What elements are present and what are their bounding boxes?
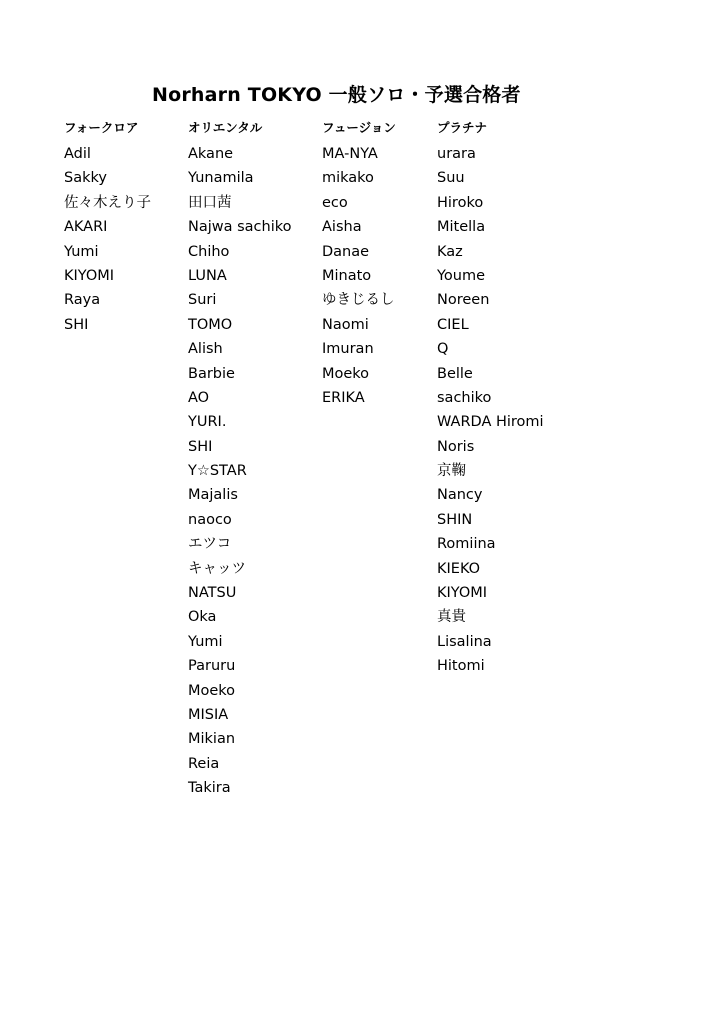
name-list [188,142,292,801]
contestant-name: Suu [437,170,465,187]
contestant-name: MISIA [188,706,229,723]
contestant-name: AO [188,389,210,406]
column-platinum [437,118,544,679]
contestant-name: Romiina [437,536,496,553]
contestant-name: SHI [188,438,213,455]
contestant-name: Paruru [188,658,236,675]
column-header: オリエンタル [188,120,263,135]
contestant-name: エツコ [188,536,232,553]
contestant-name: Lisalina [437,633,492,650]
column-header: フォークロア [64,120,139,135]
contestant-name: Barbie [188,365,235,382]
contestant-name: Imuran [322,341,374,358]
column-folklore [64,118,151,337]
contestant-name: KIYOMI [437,585,488,602]
name-list [322,142,396,410]
contestant-name: Moeko [188,682,236,699]
contestant-name: Yumi [188,633,223,650]
contestant-name: Noris [437,438,475,455]
contestant-name: Chiho [188,243,230,260]
contestant-name: Yunamila [188,170,254,187]
contestant-name: SHIN [437,511,473,528]
contestant-name: Raya [64,292,101,309]
contestant-name: YURI. [188,414,227,431]
contestant-name: CIEL [437,316,469,333]
contestant-name: KIEKO [437,560,481,577]
contestant-name: 佐々木えり子 [64,194,151,211]
contestant-name: Hiroko [437,194,484,211]
contestant-name: Reia [188,755,220,772]
contestant-name: SHI [64,316,89,333]
contestant-name: Naomi [322,316,369,333]
contestant-name: mikako [322,170,374,187]
contestant-name: Mikian [188,731,236,748]
contestant-name: Aisha [322,219,362,236]
contestant-name: ERIKA [322,389,365,406]
contestant-name: AKARI [64,219,108,236]
contestant-name: 京鞠 [437,463,466,480]
contestant-name: キャッツ [188,560,246,577]
contestant-name: Suri [188,292,217,309]
contestant-name: Q [437,341,449,358]
page-title: Norharn TOKYO 一般ソロ・予選合格者 [152,84,521,106]
contestant-name: Najwa sachiko [188,219,292,236]
contestant-name: ゆきじるし [322,292,395,309]
contestant-name: Danae [322,243,370,260]
contestant-name: Hitomi [437,658,485,675]
contestant-name: Sakky [64,170,107,187]
column-header: フュージョン [322,120,396,135]
contestant-name: sachiko [437,389,492,406]
contestant-name: NATSU [188,585,237,602]
name-list [64,142,151,337]
contestant-name: Noreen [437,292,490,309]
contestant-name: Belle [437,365,473,382]
contestant-name: WARDA Hiromi [437,414,544,431]
contestant-name: Mitella [437,219,486,236]
contestant-name: Y☆STAR [188,463,247,480]
contestant-name: Adil [64,146,91,162]
contestant-name: Yumi [64,243,99,260]
contestant-name: LUNA [188,267,227,284]
contestant-name: Oka [188,609,217,626]
contestant-name: naoco [188,511,232,528]
contestant-name: urara [437,146,476,162]
contestant-name: Moeko [322,365,370,382]
contestant-name: 田口茜 [188,194,232,211]
contestant-name: eco [322,194,348,211]
contestant-name: Alish [188,341,223,358]
contestant-name: Akane [188,146,234,162]
name-list [437,142,544,679]
contestant-name: KIYOMI [64,267,115,284]
contestant-name: Nancy [437,487,483,504]
column-header: プラチナ [437,120,488,135]
column-fusion [322,118,396,410]
contestant-name: Majalis [188,487,238,504]
contestant-name: Takira [188,780,231,797]
column-oriental [188,118,292,801]
contestant-name: MA-NYA [322,146,378,162]
contestant-name: 真貴 [437,609,466,626]
contestant-name: Youme [437,267,486,284]
contestant-name: Minato [322,267,372,284]
contestant-name: Kaz [437,243,463,260]
contestant-name: TOMO [188,316,233,333]
